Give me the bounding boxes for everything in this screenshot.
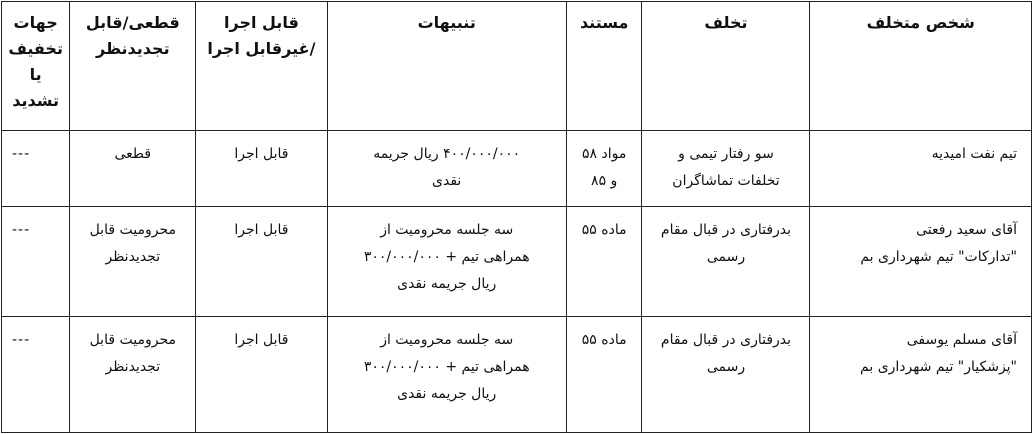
cell-final — [70, 207, 196, 317]
header-row — [2, 2, 1032, 131]
reduce-text: --- — [12, 332, 31, 349]
cell-document — [566, 207, 642, 317]
cell-person — [810, 130, 1032, 207]
header-final — [70, 2, 196, 131]
penalty-line1: ۴۰۰/۰۰۰/۰۰۰ ریال جریمه — [373, 145, 521, 162]
cell-person — [810, 317, 1032, 433]
person-role: "تدارکات" تیم شهرداری بم — [860, 249, 1017, 266]
cell-offense — [642, 317, 810, 433]
penalty-line2: همراهی تیم + ۳۰۰/۰۰۰/۰۰۰ — [363, 359, 530, 376]
final-line2: تجدیدنظر — [105, 249, 161, 266]
cell-enforceable — [196, 130, 327, 207]
header-reduce-line4: تشدید — [12, 91, 60, 110]
table-row — [2, 207, 1032, 317]
header-offense — [642, 2, 810, 131]
offense-line1: بدرفتاری در قبال مقام — [660, 222, 792, 239]
cell-penalty — [327, 207, 566, 317]
reduce-text: --- — [12, 222, 31, 239]
cell-enforceable — [196, 207, 327, 317]
cell-final — [70, 130, 196, 207]
table-row — [2, 130, 1032, 207]
document-line1: ماده ۵۵ — [581, 222, 627, 239]
header-person-text: شخص متخلف — [866, 13, 975, 32]
document-line1: مواد ۵۸ — [582, 145, 627, 162]
penalty-line2: نقدی — [432, 172, 462, 189]
offense-line1: بدرفتاری در قبال مقام — [660, 332, 792, 349]
penalty-line2: همراهی تیم + ۳۰۰/۰۰۰/۰۰۰ — [363, 249, 530, 266]
cell-final — [70, 317, 196, 433]
person-name: آقای سعید رفعتی — [916, 222, 1017, 239]
penalty-line3: ریال جریمه نقدی — [397, 386, 497, 403]
header-reduce-line2: تخفیف — [8, 39, 63, 58]
table-row — [2, 317, 1032, 433]
person-role: "پزشکیار" تیم شهرداری بم — [860, 359, 1017, 376]
final-line1: محرومیت قابل — [89, 222, 176, 239]
offense-line1: سو رفتار تیمی و — [678, 145, 774, 162]
enforceable-text: قابل اجرا — [234, 222, 289, 239]
final-line1: محرومیت قابل — [89, 332, 176, 349]
offense-line2: رسمی — [706, 359, 746, 376]
header-reduce — [2, 2, 70, 131]
offense-line2: تخلفات تماشاگران — [672, 172, 780, 189]
person-name: تیم نفت امیدیه — [931, 145, 1017, 162]
header-reduce-line3: یا — [29, 65, 42, 84]
cell-offense — [642, 130, 810, 207]
header-penalties — [327, 2, 566, 131]
cell-document — [566, 130, 642, 207]
reduce-text: --- — [12, 145, 31, 162]
cell-penalty — [327, 130, 566, 207]
final-line1: قطعی — [114, 145, 152, 162]
table-grid — [1, 1, 1032, 433]
penalty-line1: سه جلسه محرومیت از — [380, 222, 514, 239]
enforceable-text: قابل اجرا — [234, 145, 289, 162]
header-enforceable-line1: قابل اجرا — [224, 13, 299, 32]
penalty-line3: ریال جریمه نقدی — [397, 276, 497, 293]
header-document-text: مستند — [579, 13, 629, 32]
document-line2: و ۸۵ — [591, 172, 618, 189]
header-enforceable-line2: /غیرقابل اجرا — [207, 39, 316, 58]
cell-penalty — [327, 317, 566, 433]
cell-document — [566, 317, 642, 433]
header-penalties-text: تنبیهات — [417, 13, 476, 32]
penalty-line1: سه جلسه محرومیت از — [380, 332, 514, 349]
header-document — [566, 2, 642, 131]
cell-offense — [642, 207, 810, 317]
person-name: آقای مسلم یوسفی — [906, 332, 1017, 349]
header-final-line2: تجدیدنظر — [96, 39, 170, 58]
cell-reduce — [2, 207, 70, 317]
offense-line2: رسمی — [706, 249, 746, 266]
header-person — [810, 2, 1032, 131]
cell-enforceable — [196, 317, 327, 433]
header-enforceable — [196, 2, 327, 131]
cell-person — [810, 207, 1032, 317]
final-line2: تجدیدنظر — [105, 359, 161, 376]
header-final-line1: قطعی/قابل — [85, 13, 180, 32]
cell-reduce — [2, 317, 70, 433]
enforceable-text: قابل اجرا — [234, 332, 289, 349]
document-line1: ماده ۵۵ — [581, 332, 627, 349]
header-reduce-line1: جهات — [13, 13, 58, 32]
cell-reduce — [2, 130, 70, 207]
header-offense-text: تخلف — [704, 13, 748, 32]
